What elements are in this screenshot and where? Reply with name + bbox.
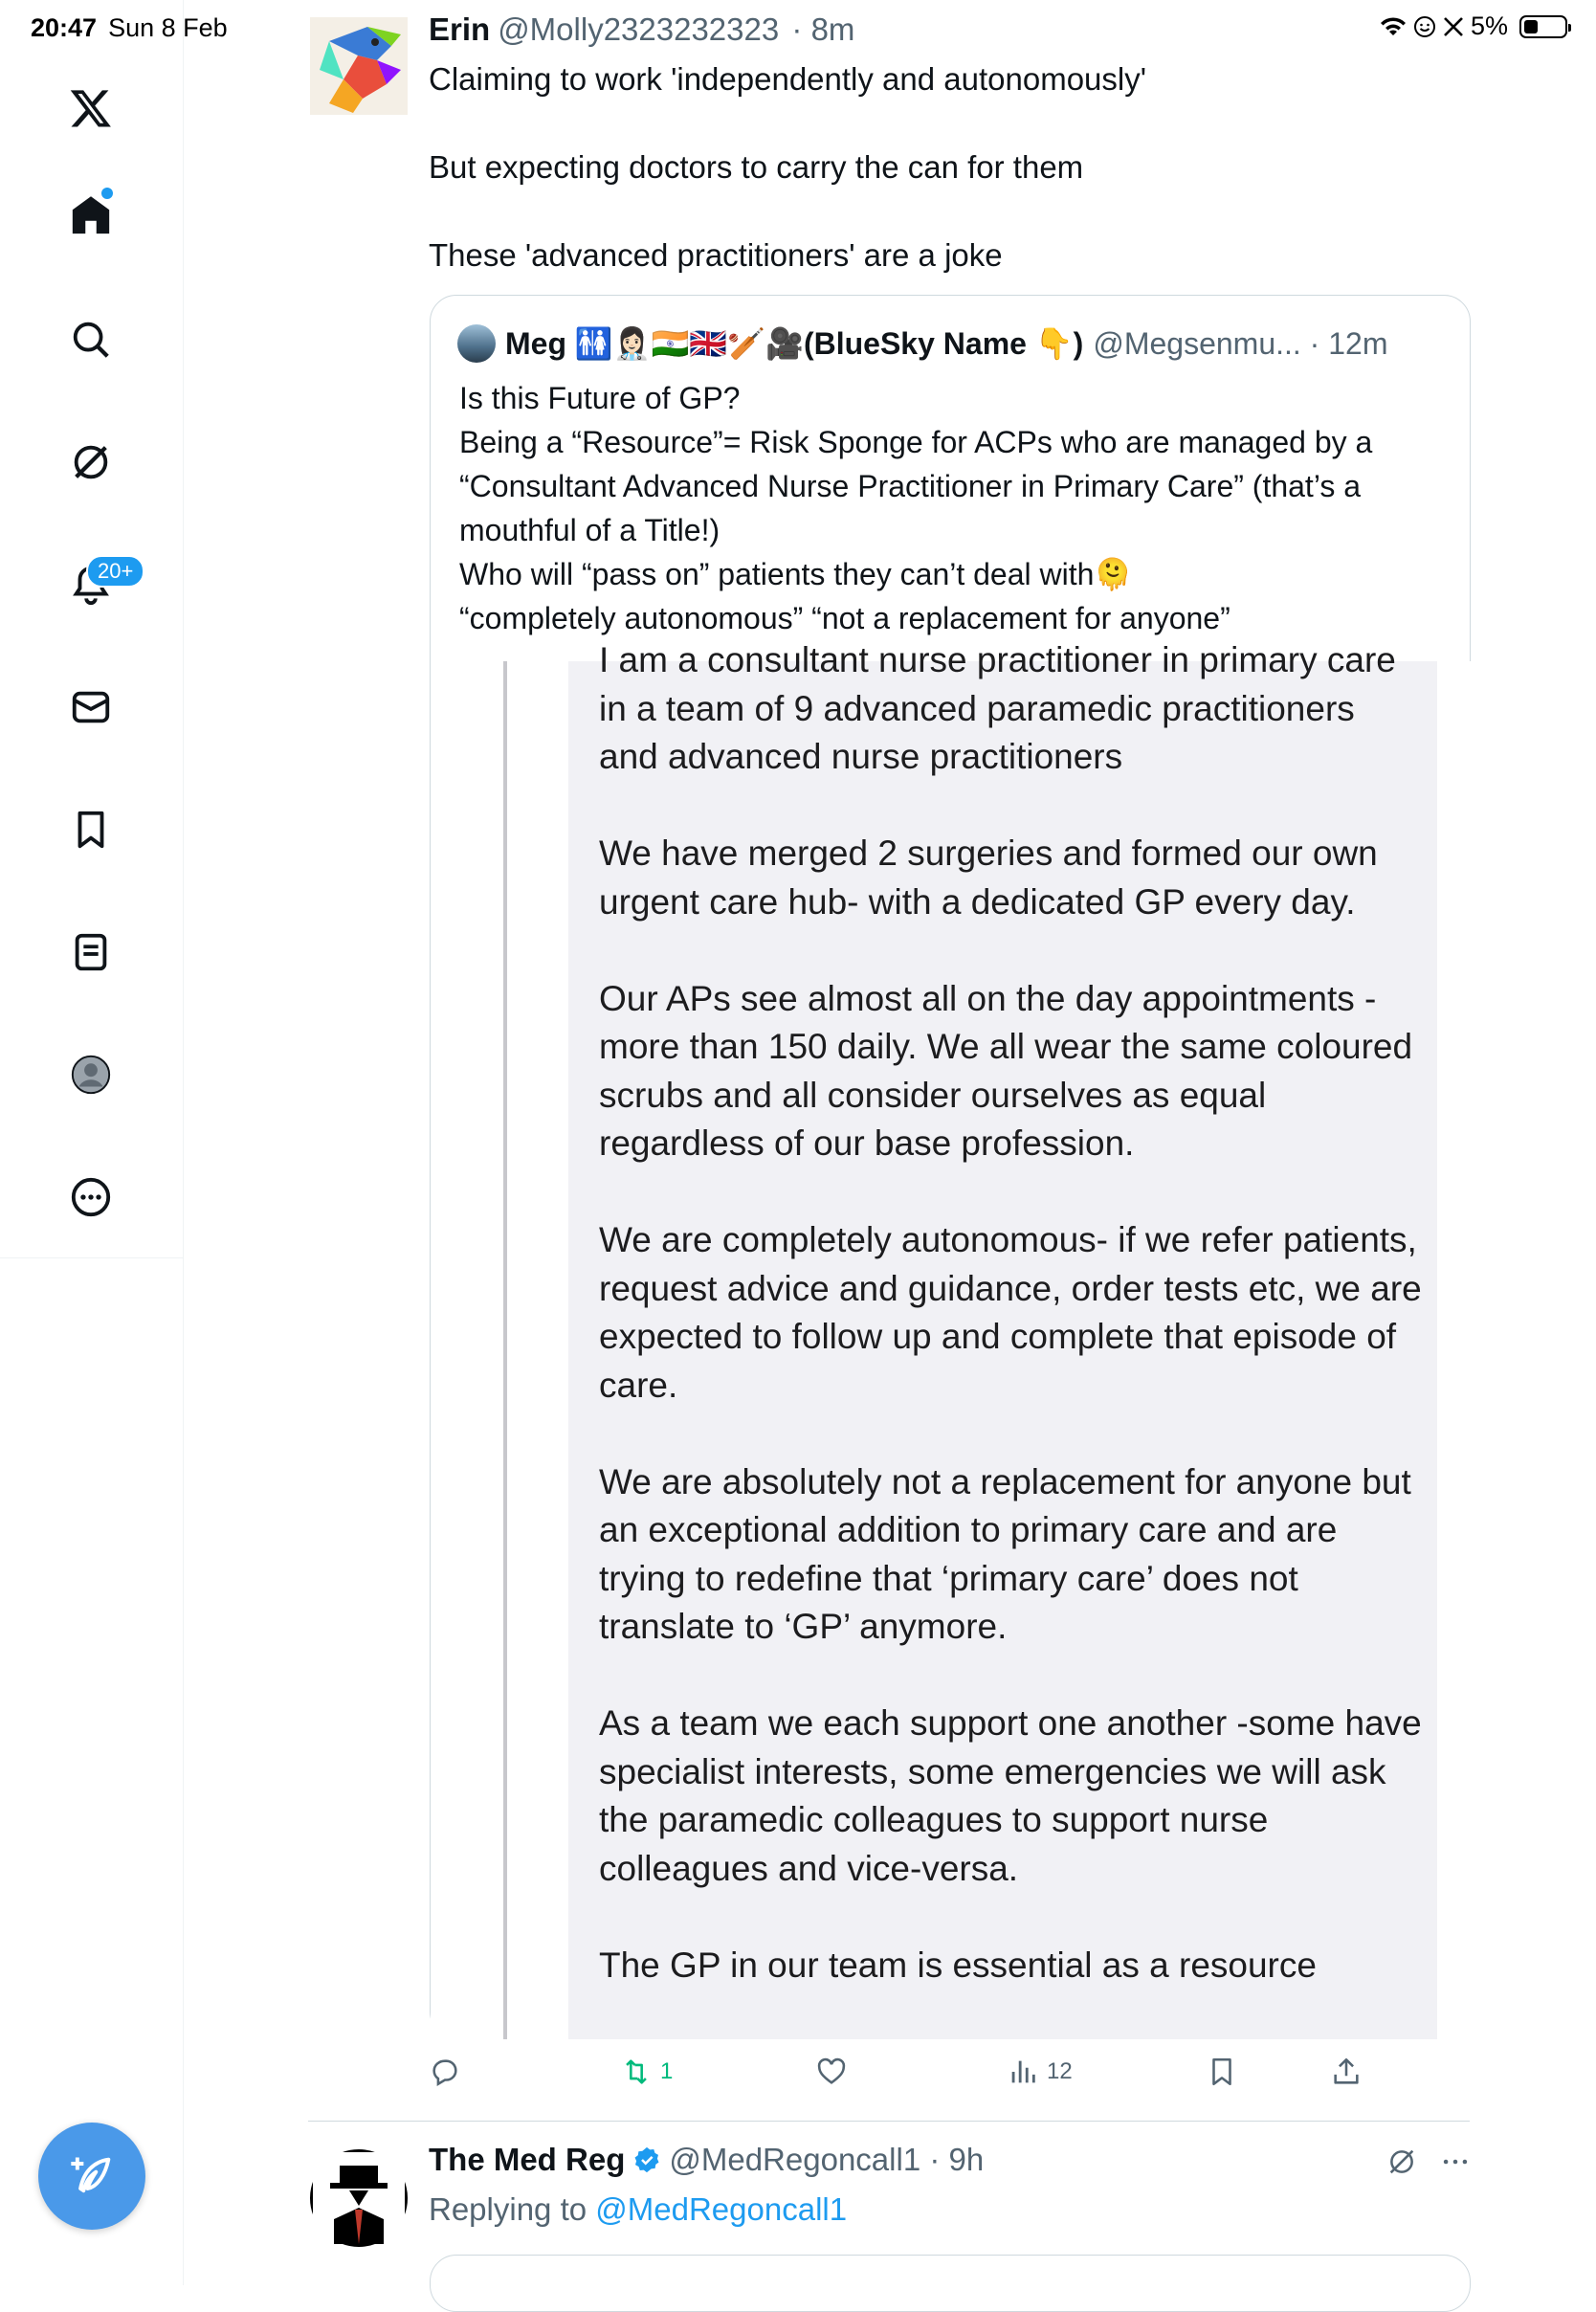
tweet-time[interactable]: · 8m	[791, 11, 855, 47]
grok-icon[interactable]	[1385, 2145, 1418, 2178]
grok-icon[interactable]	[63, 434, 119, 490]
screenshot-text	[599, 636, 1422, 2038]
home-unread-dot	[101, 188, 113, 199]
quote-author-handle: @Megsenmu... · 12m	[1093, 325, 1388, 361]
tweet-line: But expecting doctors to carry the can for them	[429, 149, 1084, 185]
x-logo-icon[interactable]	[63, 80, 119, 136]
share-upload-icon	[1330, 2056, 1363, 2088]
repost-icon	[620, 2056, 653, 2088]
profile-avatar-icon[interactable]	[63, 1047, 119, 1102]
wifi-icon	[1379, 15, 1408, 38]
battery-percent: 5%	[1470, 11, 1508, 40]
tweet-divider	[308, 2121, 1470, 2122]
compose-post-button[interactable]	[38, 2123, 145, 2230]
tweet-actions	[429, 2056, 1385, 2098]
screenshot-paragraph: The GP in our team is essential as a resource	[599, 1945, 1317, 1985]
author-handle[interactable]: @Molly2323232323	[498, 11, 780, 47]
reply-author-name[interactable]: The Med Reg	[429, 2142, 626, 2177]
eagle-avatar-image	[310, 17, 408, 115]
reply-button[interactable]	[429, 2056, 469, 2088]
repost-count: 1	[660, 2058, 674, 2084]
views-button[interactable]	[1007, 2056, 1073, 2088]
views-chart-icon	[1007, 2056, 1039, 2088]
emoji-icon	[1413, 15, 1436, 38]
feather-plus-icon	[67, 2151, 117, 2201]
quote-attached-screenshot[interactable]	[431, 640, 1472, 2039]
screenshot-quote-bar	[503, 661, 507, 2039]
reply-bubble-icon	[429, 2056, 461, 2088]
quote-line: Is this Future of GP?	[459, 381, 741, 415]
tweet-line: These 'advanced practitioners' are a joke	[429, 237, 1003, 273]
screenshot-paragraph: We have merged 2 surgeries and formed our own urgent care hub- with a dedicated GP every day.	[599, 834, 1378, 922]
sidebar-divider	[0, 1257, 184, 1258]
reply-header	[429, 2142, 984, 2178]
search-icon[interactable]	[63, 312, 119, 367]
more-icon[interactable]	[63, 1169, 119, 1225]
replying-to-label: Replying to	[429, 2191, 587, 2227]
reply-quoted-card[interactable]	[430, 2255, 1471, 2312]
battery-icon	[1519, 15, 1567, 38]
hat-man-avatar-image	[313, 2152, 405, 2244]
notifications-badge: 20+	[86, 555, 144, 588]
bookmark-button[interactable]	[1206, 2056, 1238, 2088]
tweet-text	[429, 57, 1462, 278]
screenshot-paragraph: Our APs see almost all on the day appointments -more than 150 daily. We all wear the same coloured scrubs and all consider ourselves as equal regardless of our base profession.	[599, 978, 1413, 1163]
quoted-tweet-card[interactable]	[430, 295, 1471, 2038]
quote-line: “completely autonomous” “not a replacement for anyone”	[459, 601, 1230, 635]
replying-to-link[interactable]: @MedRegoncall1	[595, 2191, 848, 2227]
views-count: 12	[1047, 2058, 1073, 2084]
quote-line: Who will “pass on” patients they can’t deal with🫠	[459, 557, 1133, 591]
repost-button[interactable]	[620, 2056, 673, 2088]
author-avatar[interactable]	[310, 17, 408, 115]
bookmarks-icon[interactable]	[63, 802, 119, 857]
heart-icon	[815, 2056, 848, 2088]
clock: 20:47	[31, 13, 98, 42]
reply-header-icons	[1385, 2145, 1472, 2178]
screenshot-paragraph: I am a consultant nurse practitioner in primary care in a team of 9 advanced paramedic practitioners and advanced nurse practitioners	[599, 640, 1396, 776]
reply-author-handle[interactable]: @MedRegoncall1 · 9h	[669, 2142, 985, 2177]
messages-envelope-icon[interactable]	[63, 679, 119, 735]
status-icons	[1379, 11, 1567, 41]
quote-author-avatar	[457, 324, 496, 363]
date: Sun 8 Feb	[108, 13, 228, 42]
verified-badge-icon	[632, 2145, 661, 2174]
tweet-line: Claiming to work 'independently and autonomously'	[429, 61, 1147, 97]
x-status-icon	[1442, 15, 1465, 38]
more-options-icon[interactable]	[1439, 2145, 1472, 2178]
author-name[interactable]: Erin	[429, 11, 491, 47]
lists-icon[interactable]	[63, 924, 119, 980]
share-button[interactable]	[1330, 2056, 1363, 2088]
screenshot-paragraph: We are absolutely not a replacement for anyone but an exceptional addition to primary care and are trying to redefine that ‘primary care’ does not translate to ‘GP’ anymore.	[599, 1461, 1411, 1646]
like-button[interactable]	[815, 2056, 855, 2088]
quote-header	[457, 324, 1387, 363]
screenshot-paragraph: We are completely autonomous- if we refer patients, request advice and guidance, order tests etc, we are expected to follow up and complete that episode of care.	[599, 1220, 1422, 1405]
quote-author-name: Meg 🚻👩🏻‍⚕️🇮🇳🇬🇧🏏🎥(BlueSky Name 👇)	[505, 326, 1084, 361]
quote-line: Being a “Resource”= Risk Sponge for ACPs who are managed by a “Consultant Advanced Nurse Practitioner in Primary Care” (that’s a mouthful of a Title!)	[459, 425, 1373, 547]
reply-author-avatar[interactable]	[310, 2149, 408, 2247]
quote-text	[459, 376, 1454, 640]
replying-to	[429, 2191, 847, 2228]
bookmark-icon	[1206, 2056, 1238, 2088]
screenshot-paragraph: As a team we each support one another -some have specialist interests, some emergencies we will ask the paramedic colleagues to support nurse colleagues and vice-versa.	[599, 1703, 1422, 1888]
tweet-header	[429, 11, 854, 48]
